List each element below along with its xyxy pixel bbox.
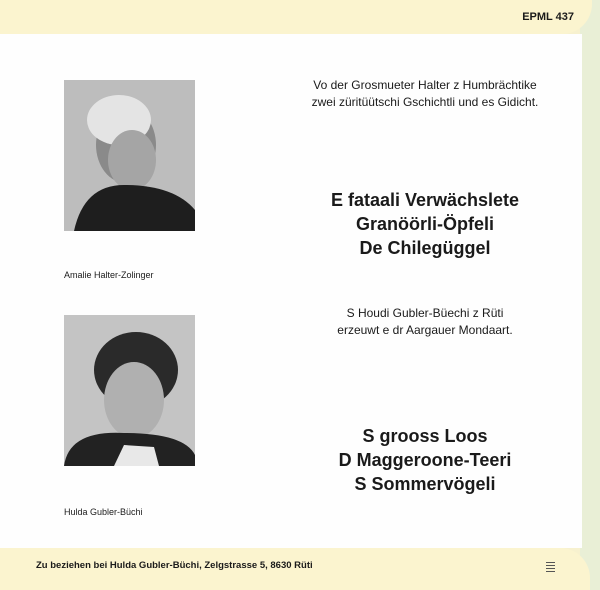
footer-address: Zu beziehen bei Hulda Gubler-Büchi, Zelgstrasse 5, 8630 Rüti — [36, 560, 313, 571]
portrait-hulda-gubler — [64, 315, 195, 466]
track-list-a — [230, 188, 600, 260]
narrator-text — [230, 305, 600, 339]
catalog-number: EPML 437 — [522, 11, 574, 23]
narrator-line: erzeuwt e dr Aargauer Mondaart. — [337, 323, 513, 337]
intro-line: Vo der Grosmueter Halter z Humbrächtike — [313, 78, 537, 92]
caption-hulda: Hulda Gubler-Büchi — [64, 507, 143, 517]
caption-amalie: Amalie Halter-Zolinger — [64, 270, 154, 280]
narrator-line: S Houdi Gubler-Büechi z Rüti — [346, 306, 504, 320]
top-flap — [0, 0, 592, 34]
track-title: De Chilegüggel — [359, 238, 491, 258]
track-title: E fataali Verwächslete — [330, 190, 520, 210]
track-list-b — [230, 424, 600, 496]
intro-text — [230, 77, 600, 111]
intro-line: zwei züritüütschi Gschichtli und es Gidicht. — [311, 95, 539, 109]
track-title: Granöörli-Öpfeli — [355, 214, 494, 234]
track-title: S grooss Loos — [362, 426, 488, 446]
printer-mark — [546, 562, 555, 572]
portrait-amalie-halter — [64, 80, 195, 231]
track-title: S Sommervögeli — [354, 474, 496, 494]
track-title: D Maggeroone-Teeri — [338, 450, 512, 470]
